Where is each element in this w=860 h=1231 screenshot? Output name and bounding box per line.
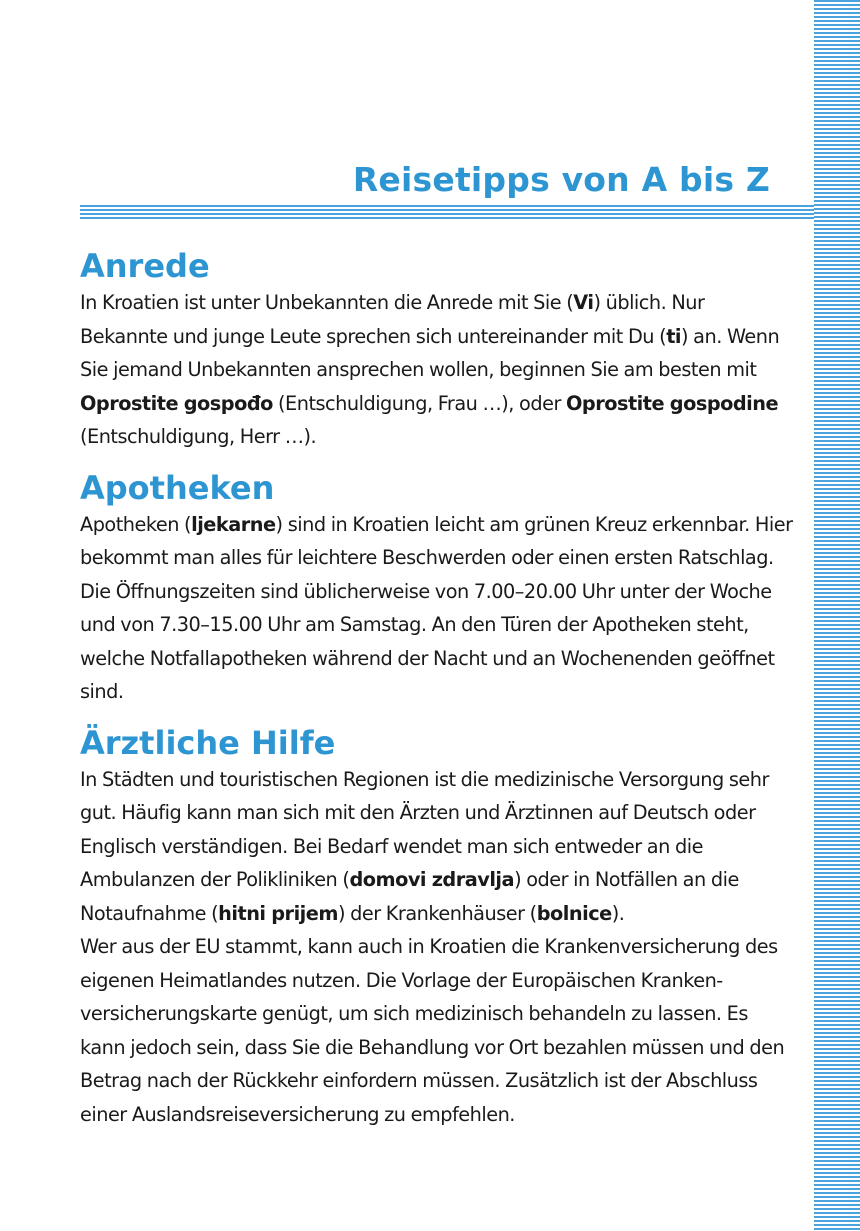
content <box>80 246 795 1131</box>
section-apotheken <box>80 468 795 709</box>
page-title: Reisetipps von A bis Z <box>352 160 770 199</box>
bold-term: hitni prijem <box>218 901 338 925</box>
title-rule <box>80 205 814 220</box>
bold-term: Oprostite gospodine <box>566 391 779 415</box>
section-paragraph <box>80 763 795 931</box>
text-run: Wer aus der EU stammt, kann auch in Kroatien die Krankenversicherung des eigenen Heimatlandes nutzen. Die Vorlage der Europäischen Krankenversicherungskarte genügt, um sich medizinisch behandeln zu lassen. Es kann jedoch sein, dass Sie die Behandlung vor Ort bezahlen müssen und den Betrag nach der Rückkehr einfordern müssen. Zusätzlich ist der Abschluss einer Auslandsreiseversicherung zu empfehlen. <box>80 935 785 1126</box>
bold-term: Vi <box>573 291 594 314</box>
section-paragraph <box>80 508 795 709</box>
text-run: ) an. Wenn Sie jemand Unbekannten ansprechen wollen, beginnen Sie am besten mit <box>80 324 780 381</box>
bold-term: domovi zdravlja <box>349 868 515 891</box>
text-run: ) üblich. Nur Bekannte und junge Leute sprechen sich untereinander mit Du ( <box>80 291 705 348</box>
bold-term: Oprostite gospođo <box>80 391 273 415</box>
section-aerztliche-hilfe <box>80 723 795 1132</box>
section-heading: Anrede <box>80 247 210 285</box>
side-stripe-decoration <box>814 0 860 1231</box>
section-heading: Ärztliche Hilfe <box>80 723 336 762</box>
section-anrede <box>80 246 795 454</box>
bold-term: bolnice <box>536 901 612 925</box>
text-run: ) sind in Kroatien leicht am grünen Kreuz erkennbar. Hier bekommt man alles für leichtere Beschwerden oder einen ersten Ratschlag. Die Öffnungszeiten sind üblicherweise von 7.00–20.00 Uhr unter der Woche und von 7.30–15.00 Uhr am Samstag. An den Türen der Apotheken steht, welche Notfallapotheken während der Nacht und an Wochenenden geöffnet sind. <box>80 512 793 703</box>
text-run: In Kroatien ist unter Unbekannten die Anrede mit Sie ( <box>80 291 574 314</box>
bold-term: ti <box>666 324 682 348</box>
text-run: ) der Krankenhäuser ( <box>337 901 537 925</box>
text-run: ). <box>611 901 625 925</box>
section-paragraph <box>80 286 795 454</box>
text-run: (Entschuldigung, Herr …). <box>80 425 317 448</box>
section-heading: Apotheken <box>80 468 275 507</box>
bold-term: ljekarne <box>191 512 276 536</box>
text-run: ) oder in Notfällen an die Notaufnahme ( <box>80 868 739 925</box>
text-run: In Städten und touristischen Regionen ist die medizinische Versorgung sehr gut. Häufig kann man sich mit den Ärzten und Ärztinnen auf Deutsch oder Englisch verständigen. Bei Bedarf wendet man sich entweder an die Ambulanzen der Polikliniken ( <box>80 767 769 891</box>
text-run: Apotheken ( <box>80 512 192 536</box>
section-paragraph <box>80 930 795 1131</box>
text-run: (Entschuldigung, Frau …), oder <box>272 391 567 415</box>
